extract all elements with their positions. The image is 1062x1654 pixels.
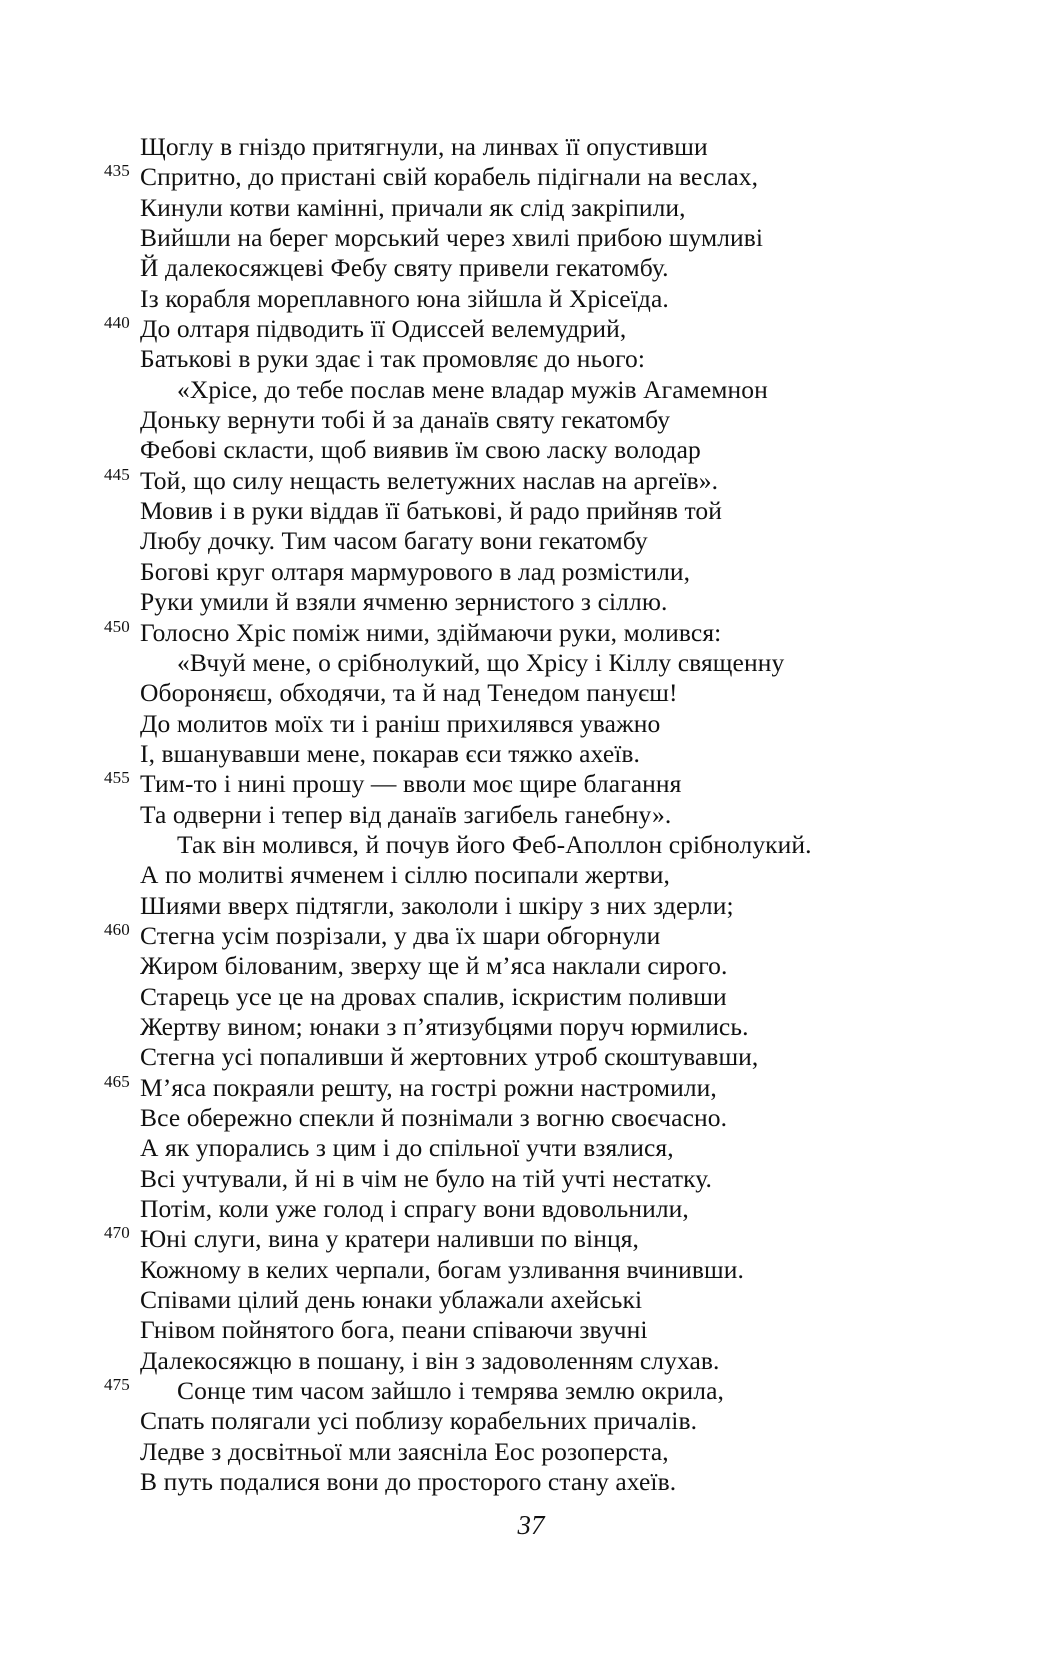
verse-text: Обороняєш, обходячи, та й над Тенедом пануєш! <box>140 678 678 708</box>
verse-text: Руки умили й взяли ячменю зернистого з сіллю. <box>140 587 668 617</box>
verse-text: Й далекосяжцеві Фебу святу привели гекатомбу. <box>140 253 669 283</box>
verse-text: І, вшанувавши мене, покарав єси тяжко ахеїв. <box>140 738 641 768</box>
line-number: 435 <box>104 161 130 181</box>
verse-text: Фебові скласти, щоб виявив їм свою ласку володар <box>140 435 701 465</box>
verse-line <box>140 1406 1020 1436</box>
verse-line <box>140 587 1020 617</box>
verse-text: Щоглу в гніздо притягнули, на линвах її опустивши <box>140 132 708 161</box>
verse-line <box>140 1103 1020 1133</box>
line-number: 445 <box>104 464 130 484</box>
line-number: 470 <box>104 1223 130 1243</box>
verse-text: Кинули котви камінні, причали як слід закріпили, <box>140 192 686 222</box>
verse-text: Спритно, до пристані свій корабель підігнали на веслах, <box>140 162 759 192</box>
verse-line <box>140 1315 1020 1345</box>
line-number: 455 <box>104 768 130 788</box>
verse-text: Голосно Хріс поміж ними, здіймаючи руки, молився: <box>140 617 722 647</box>
verse-line <box>140 1164 1020 1194</box>
verse-line <box>140 526 1020 556</box>
verse-text: Спать полягали усі поблизу корабельних причалів. <box>140 1406 698 1436</box>
verse-text: Батькові в руки здає і так промовляє до нього: <box>140 344 646 374</box>
verse-line <box>140 891 1020 921</box>
verse-text: Жертву вином; юнаки з п’ятизубцями поруч юрмились. <box>140 1011 749 1041</box>
verse-text: Старець усе це на дровах спалив, іскристим поливши <box>140 981 727 1011</box>
verse-line <box>140 951 1020 981</box>
verse-text: Жиром білованим, зверху ще й м’яса наклали сирого. <box>140 951 728 981</box>
page-number: 37 <box>517 1510 545 1540</box>
verse-line <box>140 557 1020 587</box>
verse-text: Всі учтували, й ні в чім не було на тій учті нестатку. <box>140 1163 713 1193</box>
verse-text: Любу дочку. Тим часом багату вони гекатомбу <box>140 526 648 556</box>
verse-line <box>140 1346 1020 1376</box>
verse-text: Потім, коли уже голод і спрагу вони вдовольнили, <box>140 1194 689 1224</box>
verse-line <box>140 1255 1020 1285</box>
verse-text: «Вчуй мене, о срібнолукий, що Хрісу і Кіллу священну <box>177 647 785 677</box>
verse-line <box>140 982 1020 1012</box>
verse-text: Далекосяжцю в пошану, і він з задоволенням слухав. <box>140 1345 720 1375</box>
verse-text: Сонце тим часом зайшло і темрява землю окрила, <box>177 1376 724 1406</box>
verse-text: Богові круг олтаря мармурового в лад розмістили, <box>140 556 691 586</box>
verse-line <box>104 1375 1020 1406</box>
verse-text: До молитов моїх ти і раніш прихилявся уважно <box>140 708 661 738</box>
verse-line <box>104 919 1020 951</box>
verse-line <box>104 464 1020 496</box>
verse-line <box>140 1285 1020 1315</box>
verse-line <box>140 435 1020 465</box>
verse-line <box>140 344 1020 374</box>
verse-line <box>140 860 1020 890</box>
line-number: 475 <box>104 1375 130 1395</box>
verse-text: Мовив і в руки віддав її батькові, й радо прийняв той <box>140 496 722 526</box>
verse-text: Юні слуги, вина у кратери наливши по вінця, <box>140 1224 639 1254</box>
line-number: 440 <box>104 313 130 333</box>
line-number: 460 <box>104 919 130 939</box>
verse-line <box>104 616 1020 648</box>
verse-text: А як упорались з цим і до спільної учти взялися, <box>140 1133 674 1163</box>
verse-line <box>140 1467 1020 1497</box>
verse-text: Вийшли на берег морський через хвилі прибою шумливі <box>140 223 764 253</box>
verse-text: Співами цілий день юнаки ублажали ахейські <box>140 1285 643 1315</box>
verse-line <box>140 1133 1020 1163</box>
poem-text <box>104 132 1020 1497</box>
line-number: 465 <box>104 1071 130 1091</box>
verse-line <box>104 161 1020 192</box>
verse-text: Той, що силу нещасть велетужних наслав на аргеїв». <box>140 465 719 495</box>
verse-text: А по молитві ячменем і сіллю посипали жертви, <box>140 860 671 890</box>
verse-line <box>140 800 1020 830</box>
verse-line <box>140 223 1020 253</box>
verse-text: В путь подалися вони до просторого стану ахеїв. <box>140 1467 677 1497</box>
verse-text: Тим-то і нині прошу — вволи моє щире благання <box>140 769 682 799</box>
verse-text: Доньку вернути тобі й за данаїв святу гекатомбу <box>140 405 671 435</box>
verse-text: Все обережно спекли й познімали з вогню своєчасно. <box>140 1103 728 1132</box>
verse-text: Кожному в келих черпали, богам узливання вчинивши. <box>140 1254 744 1284</box>
verse-text: Гнівом пойнятого бога, пеани співаючи звучні <box>140 1315 648 1345</box>
verse-text: Стегна усі попаливши й жертовних утроб скоштувавши, <box>140 1042 759 1072</box>
verse-line <box>140 193 1020 223</box>
verse-text: М’яса покраяли решту, на гострі рожни настромили, <box>140 1072 717 1102</box>
verse-text: Ледве з досвітньої мли заясніла Еос розоперста, <box>140 1436 669 1466</box>
verse-text: Та одверни і тепер від данаїв загибель ганебну». <box>140 799 672 829</box>
verse-text: Так він молився, й почув його Феб-Аполлон срібнолукий. <box>177 829 812 859</box>
verse-line <box>104 313 1020 344</box>
verse-line <box>104 1071 1020 1103</box>
verse-line <box>140 496 1020 526</box>
verse-text: «Хрісе, до тебе послав мене владар мужів Агамемнон <box>177 374 768 404</box>
verse-line <box>140 284 1020 314</box>
verse-line <box>140 648 1020 678</box>
verse-line <box>140 739 1020 769</box>
verse-line <box>140 375 1020 405</box>
verse-line <box>140 405 1020 435</box>
verse-line <box>140 253 1020 283</box>
verse-line <box>140 709 1020 739</box>
verse-text: До олтаря підводить її Одиссей велемудрий, <box>140 314 627 344</box>
verse-text: Із корабля мореплавного юна зійшла й Хрісеїда. <box>140 283 669 313</box>
verse-line <box>104 1223 1020 1254</box>
verse-line <box>104 768 1020 799</box>
verse-line <box>140 132 1020 162</box>
line-number: 450 <box>104 616 130 636</box>
verse-line <box>140 830 1020 860</box>
verse-line <box>140 1437 1020 1467</box>
verse-line <box>140 1042 1020 1072</box>
verse-line <box>140 1012 1020 1042</box>
verse-line <box>140 1194 1020 1224</box>
verse-text: Стегна усім позрізали, у два їх шари обгорнули <box>140 920 661 950</box>
verse-text: Шиями вверх підтягли, закололи і шкіру з них здерли; <box>140 890 734 920</box>
verse-line <box>140 678 1020 708</box>
